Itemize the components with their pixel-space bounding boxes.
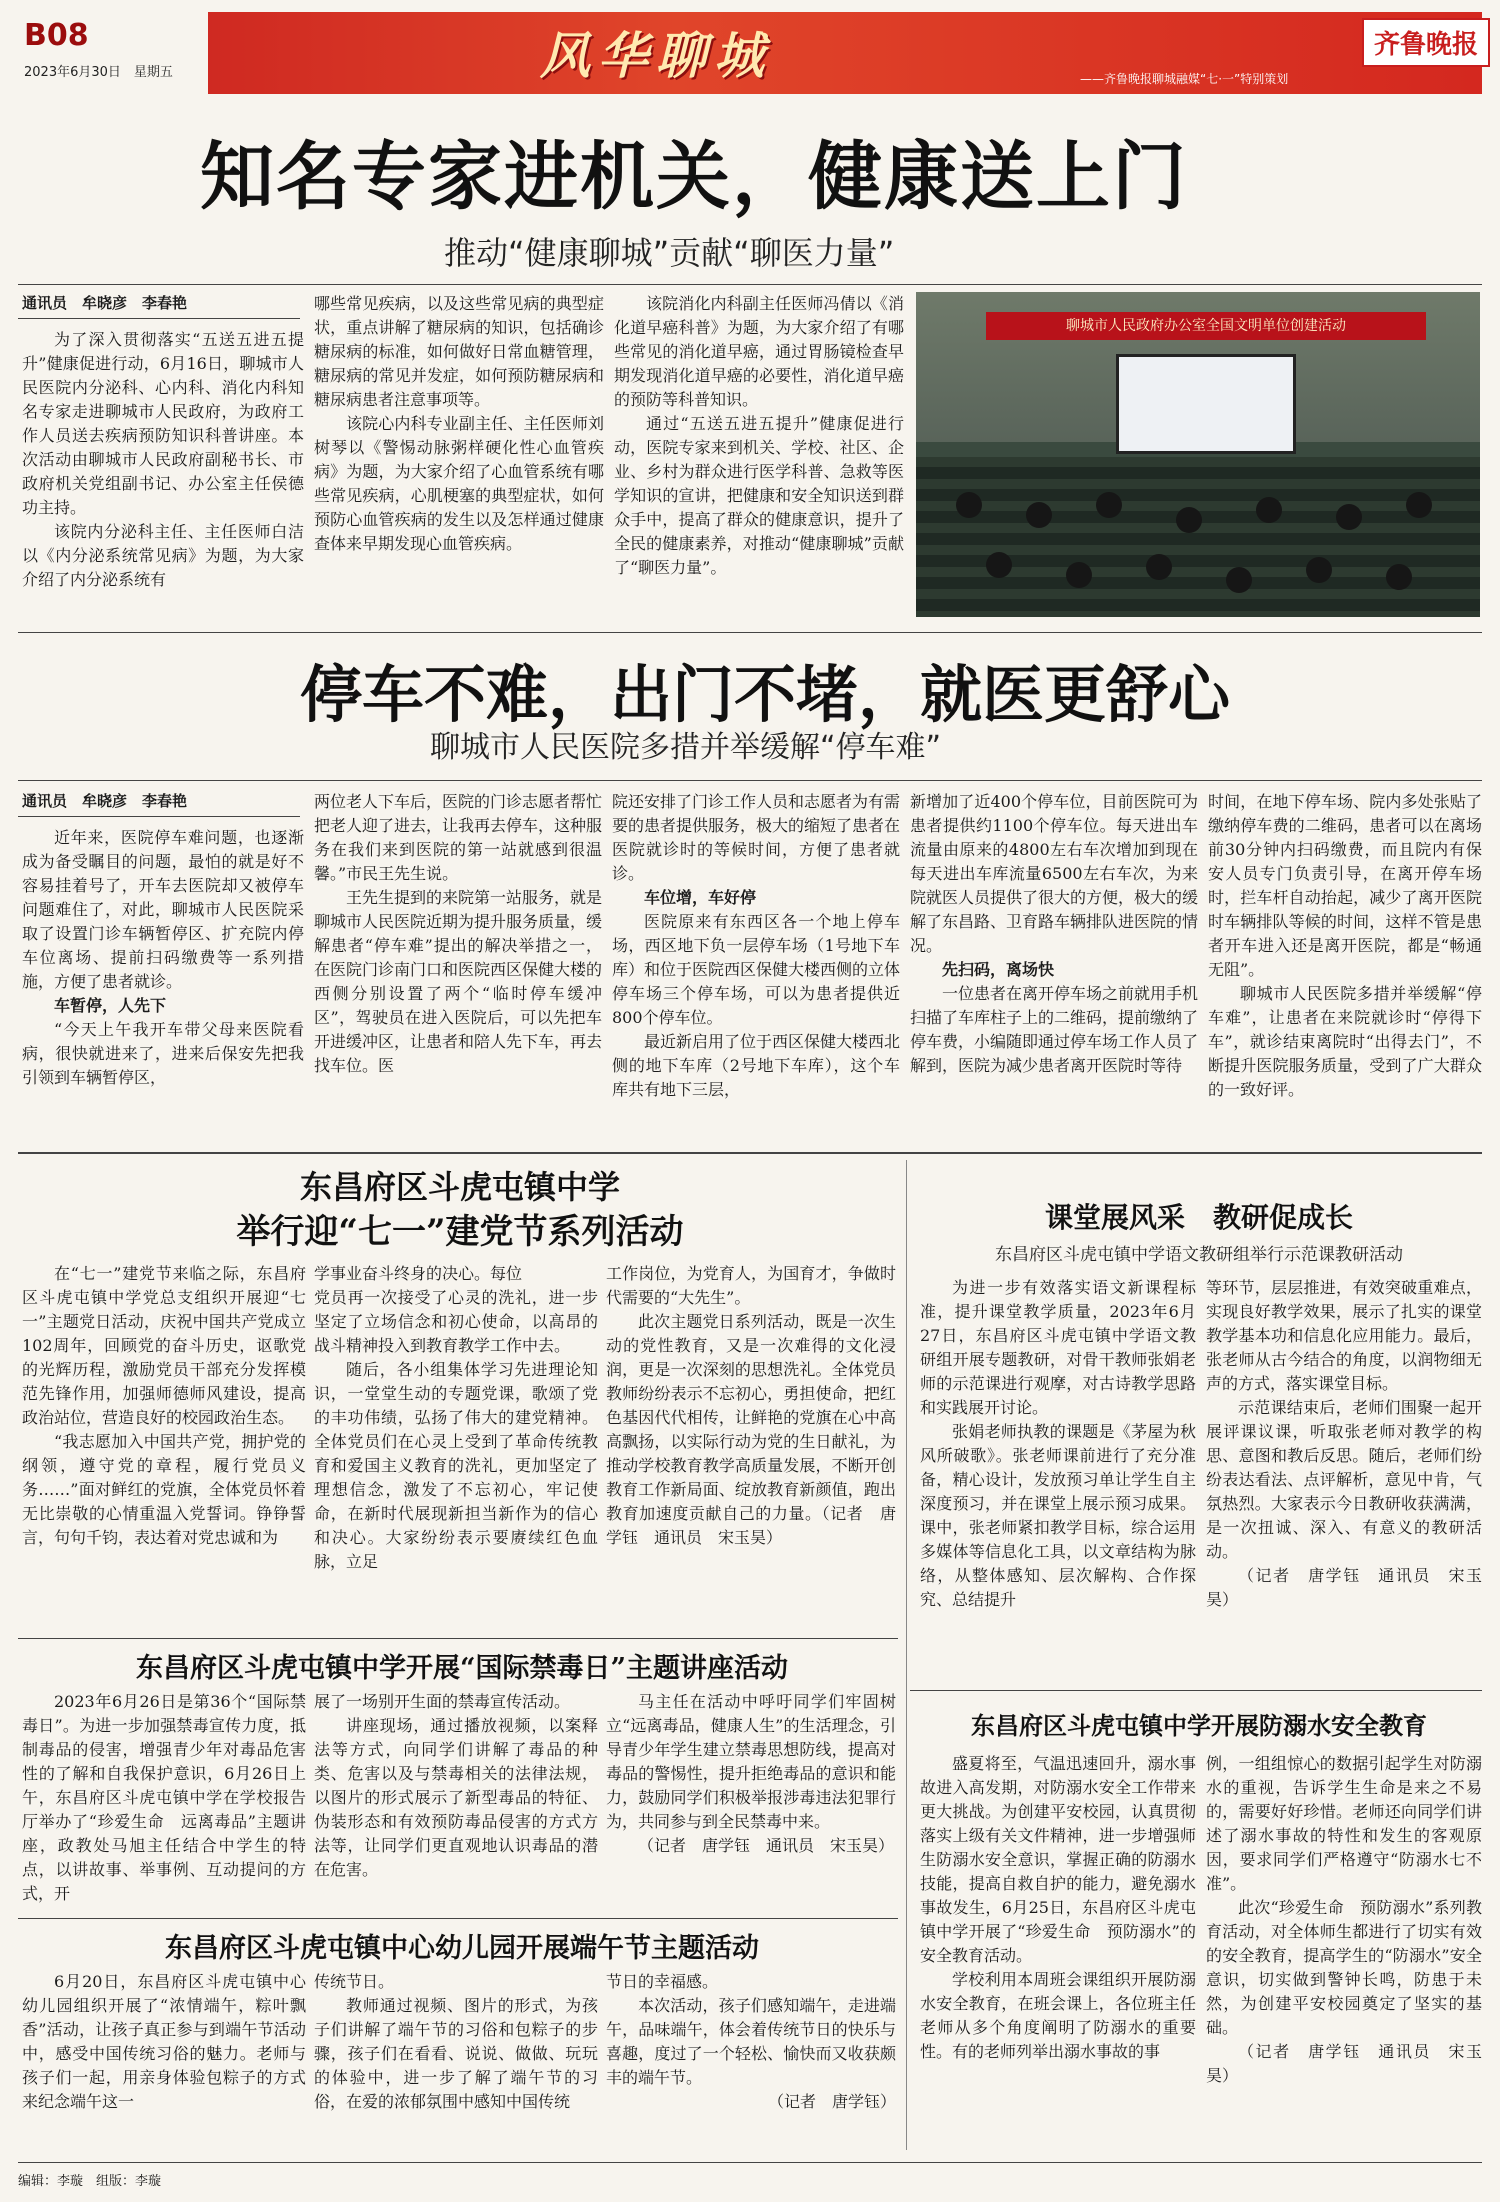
article3-col1: 在“七一”建党节来临之际，东昌府区斗虎屯镇中学党总支组织开展迎“七一”主题党日活动，庆祝中国共产党成立102周年，回顾党的奋斗历史，讴歌党的光辉历程，激励党员干部充分发挥模范先锋作用，加强师德师风建设，提高政治站位，营造良好的校园政治生态。 “我志愿加入中国共产党，拥护党的纲领，遵守党的章程，履行党员义务……”面对鲜红的党旗，全体党员怀着无比崇敬的心情重温入党誓词。铮铮誓言，句句千钧，表达着对党忠诚和为 [22,1264,306,1547]
article3-col3: 工作岗位，为党育人，为国育才，争做时代需要的“大先生”。 此次主题党日系列活动，既是一次生动的党性教育，又是一次难得的文化浸润，更是一次深刻的思想洗礼。全体党员教师纷纷表示不忘初心，勇担使命，把红色基因代代相传，让鲜艳的党旗在心中高高飘扬，以实际行动为党的生日献礼，为推动学校教育教学高质量发展，不断开创教育工作新局面、绽放教育新颜值，跑出教育加速度贡献自己的力量。（记者 唐学钰 通讯员 宋玉昊） [606,1264,896,1547]
article5-col3: 节日的幸福感。 本次活动，孩子们感知端午，走进端午，品味端午，体会着传统节日的快乐与喜趣，度过了一个轻松、愉快而又收获颇丰的端午节。 （记者 唐学钰） [606,1972,896,2111]
article3-col2: 学事业奋斗终身的决心。每位 党员再一次接受了心灵的洗礼，进一步坚定了立场信念和初心使命，以高昂的战斗精神投入到教育教学工作中去。 随后，各小组集体学习先进理论知识，一堂堂生动的专题党课，歌颂了党的丰功伟绩，弘扬了伟大的建党精神。全体党员们在心灵上受到了革命传统教育和爱国主义教育的洗礼，更加坚定了理想信念，激发了不忘初心，牢记使命，在新时代展现新担当新作为的信心和决心。大家纷纷表示要赓续红色血脉，立足 [314,1264,598,1571]
column-divider [906,1160,907,2150]
column-title: 风华聊城 [540,26,772,85]
article4-col1: 2023年6月26日是第36个“国际禁毒日”。为进一步加强禁毒宣传力度，抵制毒品的侵害，增强青少年对毒品危害性的了解和自我保护意识，6月26日上午，东昌府区斗虎屯镇中学在学校报告厅举办了“珍爱生命 远离毒品”主题讲座，政教处马旭主任结合中学生的特点，以讲故事、举事例、互动提问的方式，开 [22,1692,306,1903]
layout-credit: 组版：李璇 [96,2174,162,2189]
photo-banner: 聊城市人民政府办公室全国文明单位创建活动 [986,312,1426,340]
masthead-left [18,12,208,94]
divider [18,780,1482,781]
article7-col2: 例，一组组惊心的数据引起学生对防溺水的重视，告诉学生生命是来之不易的，需要好好珍惜。老师还向同学们讲述了溺水事故的特性和发生的客观原因，要求同学们严格遵守“防溺水七不准”。 此次“珍爱生命 预防溺水”系列教育活动，对全体师生都进行了切实有效的安全教育，提高学生的“防溺水”安全意识，切实做到警钟长鸣，防患于未然，为创建平安校园奠定了坚实的基础。 （记者 唐学钰 通讯员 宋玉昊） [1206,1754,1482,2085]
article6-col1: 为进一步有效落实语文新课程标准，提升课堂教学质量，2023年6月27日，东昌府区斗虎屯镇中学语文教研组开展专题教研，对骨干教师张娟老师的示范课进行观摩，对古诗教学思路和实践展开讨论。 张娟老师执教的课题是《茅屋为秋风所破歌》。张老师课前进行了充分准备，精心设计，发放预习单让学生自主深度预习，并在课堂上展示预习成果。课中，张老师紧扣教学目标，综合运用多媒体等信息化工具，以文章结构为脉络，从整体感知、层次解构、合作探究、总结提升 [920,1278,1196,1609]
divider [18,284,1482,285]
article2-col4: 新增加了近400个停车位，目前医院可为患者提供约1100个停车位。每天进出车流量由原来的4800左右车次增加到现在每天进出车库流量6500左右车次，为来院就医人员提供了很大的方便，极大的缓解了东昌路、卫育路车辆排队进医院的情况。 先扫码，离场快 一位患者在离开停车场之前就用手机扫描了车库柱子上的二维码，提前缴纳了停车费，小编随即通过停车场工作人员了解到，医院为减少患者离开医院时等待 [910,792,1198,1075]
divider [18,1152,1482,1154]
meeting-photo [916,292,1480,617]
divider [18,816,300,817]
article3-title-line1: 东昌府区斗虎屯镇中学 [299,1168,620,1206]
article2-col3: 院还安排了门诊工作人员和志愿者为有需要的患者提供服务，极大的缩短了患者在医院就诊时的等候时间，方便了患者就诊。 车位增，车好停 医院原来有东西区各一个地上停车场，西区地下负一层停车场（1号地下车库）和位于医院西区保健大楼西侧的立体停车场三个停车场，可以为患者提供近800个停车位。 最近新启用了位于西区保健大楼西北侧的地下车库（2号地下车库），这个车库共有地下三层， [612,792,900,1099]
subhead-scan-pay: 先扫码，离场快 [942,960,1055,979]
article7-col1: 盛夏将至，气温迅速回升，溺水事故进入高发期，对防溺水安全工作带来更大挑战。为创建平安校园，认真贯彻落实上级有关文件精神，进一步增强师生防溺水安全意识，掌握正确的防溺水技能，提高自救自护的能力，避免溺水事故发生，6月25日，东昌府区斗虎屯镇中学开展了“珍爱生命 预防溺水”的安全教育活动。 学校利用本周班会课组织开展防溺水安全教育，在班会课上，各位班主任老师从多个角度阐明了防溺水的重要性。有的老师列举出溺水事故的事 [920,1754,1196,2061]
article1-col2: 哪些常见疾病，以及这些常见病的典型症状，重点讲解了糖尿病的知识，包括确诊糖尿病的标准，如何做好日常血糖管理，糖尿病的常见并发症，如何预防糖尿病和糖尿病患者注意事项等。 该院心内科专业副主任、主任医师刘树琴以《警惕动脉粥样硬化性心血管疾病》为题，为大家介绍了心血管系统有哪些常见疾病，心肌梗塞的典型症状，如何预防心血管疾病的发生以及怎样通过健康查体来早期发现心血管疾病。 [314,294,604,553]
article2-byline: 通讯员 牟晓彦 李春艳 [22,792,188,810]
article3-title-line2: 举行迎“七一”建党节系列活动 [236,1212,684,1252]
page-number: B08 [24,18,89,53]
page-footer [18,2170,161,2189]
projector-screen [1116,354,1296,454]
issue-date: 2023年6月30日 星期五 [24,65,173,80]
article6-subtitle: 东昌府区斗虎屯镇中学语文教研组举行示范课教研活动 [995,1245,1403,1265]
article6-col2: 等环节，层层推进，有效突破重难点，实现良好教学效果，展示了扎实的课堂教学基本功和信息化应用能力。最后，张老师从古今结合的角度，以润物细无声的方式，落实课堂目标。 示范课结束后，老师们围聚一起开展评课议课，听取张老师对教学的构思、意图和教后反思。随后，老师们纷纷表达看法、点评解析，意见中肯，气氛热烈。大家表示今日教研收获满满，是一次扭诚、深入、有意义的教研活动。 （记者 唐学钰 通讯员 宋玉昊） [1206,1278,1482,1609]
article2-col5: 时间，在地下停车场、院内多处张贴了缴纳停车费的二维码，患者可以在离场前30分钟内扫码缴费，而且院内有保安人员专门负责引导，在离开停车场时，拦车杆自动抬起，减少了离开医院时车辆排队等候的时间，这样不管是患者开车进入还是离开医院，都是“畅通无阻”。 聊城市人民医院多措并举缓解“停车难”，让患者在来院就诊时“停得下车”，就诊结束离院时“出得去门”，不断提升医院服务质量，受到了广大群众的一致好评。 [1208,792,1482,1099]
article5-col2: 传统节日。 教师通过视频、图片的形式，为孩子们讲解了端午节的习俗和包粽子的步骤，孩子们在看看、说说、做做、玩玩的体验中，进一步了解了端午节的习俗，在爱的浓郁氛围中感知中国传统 [314,1972,598,2111]
article2-col2: 两位老人下车后，医院的门诊志愿者帮忙把老人迎了进去，让我再去停车，这种服务在我们来到医院的第一站就感到很温馨。”市民王先生说。 王先生提到的来院第一站服务，就是聊城市人民医院近期为提升服务质量，缓解患者“停车难”提出的解决举措之一，在医院门诊南门口和医院西区保健大楼的西侧分别设置了两个“临时停车缓冲区”，驾驶员在进入医院后，可以先把车开进缓冲区，让患者和陪人先下车，再去找车位。医 [314,792,602,1075]
divider [18,318,300,319]
article7-title: 东昌府区斗虎屯镇中学开展防溺水安全教育 [971,1711,1427,1740]
article5-col1: 6月20日，东昌府区斗虎屯镇中心幼儿园组织开展了“浓情端午，粽叶飘香”活动，让孩子真正参与到端午节活动中，感受中国传统习俗的魅力。老师与孩子们一起，用亲身体验包粽子的方式来纪念端午这一 [22,1972,306,2111]
article4-col3: 马主任在活动中呼吁同学们牢固树立“远离毒品，健康人生”的生活理念，引导青少年学生建立禁毒思想防线，提高对毒品的警惕性，提升拒绝毒品的意识和能力，鼓励同学们积极举报涉毒违法犯罪行为，共同参与到全民禁毒中来。 （记者 唐学钰 通讯员 宋玉昊） [606,1692,896,1855]
divider [910,1690,1482,1691]
special-tagline: ——齐鲁晚报聊城融媒“七·一”特别策划 [1080,72,1289,86]
article1-title: 知名专家进机关，健康送上门 [200,134,1188,220]
article1-byline: 通讯员 牟晓彦 李春艳 [22,294,188,312]
divider [18,1918,898,1919]
newspaper-logo: 齐鲁晚报 [1362,18,1490,67]
subhead-more-spaces: 车位增，车好停 [644,888,757,907]
article4-title: 东昌府区斗虎屯镇中学开展“国际禁毒日”主题讲座活动 [135,1653,789,1684]
article1-col1: 为了深入贯彻落实“五送五进五提升”健康促进行动，6月16日，聊城市人民医院内分泌科、心内科、消化内科知名专家走进聊城市人民政府，为政府工作人员送去疾病预防知识科普讲座。本次活动由聊城市人民政府副秘书长、市政府机关党组副书记、办公室主任侯德功主持。 该院内分泌科主任、主任医师白洁以《内分泌系统常见病》为题，为大家介绍了内分泌系统有 [22,330,304,589]
article2-subtitle: 聊城市人民医院多措并举缓解“停车难” [430,730,942,765]
article2-title: 停车不难，出门不堵，就医更舒心 [300,658,1231,731]
article5-title: 东昌府区斗虎屯镇中心幼儿园开展端午节主题活动 [165,1933,759,1964]
article6-title: 课堂展风采 教研促成长 [1044,1201,1353,1234]
subhead-parking-stop: 车暂停，人先下 [54,996,167,1015]
divider [18,632,1482,633]
editor-credit: 编辑：李璇 [18,2174,84,2189]
divider [18,2162,1482,2163]
article2-col1: 近年来，医院停车难问题，也逐渐成为备受瞩目的问题，最怕的就是好不容易挂着号了，开车去医院却又被停车问题难住了，对此，聊城市人民医院采取了设置门诊车辆暂停区、扩充院内停车位离场、提前扫码缴费等一系列措施，方便了患者就诊。 车暂停，人先下 “今天上午我开车带父母来医院看病，很快就进来了，进来后保安先把我引领到车辆暂停区， [22,828,304,1087]
divider [18,1638,898,1639]
article1-col3: 该院消化内科副主任医师冯倩以《消化道早癌科普》为题，为大家介绍了有哪些常见的消化道早癌，通过胃肠镜检查早期发现消化道早癌的必要性，消化道早癌的预防等科普知识。 通过“五送五进五提升”健康促进行动，医院专家来到机关、学校、社区、企业、乡村为群众进行医学科普、急救等医学知识的宣讲，把健康和安全知识送到群众手中，提高了群众的健康意识，提升了全民的健康素养，对推动“健康聊城”贡献了“聊医力量”。 [614,294,904,577]
article1-subtitle: 推动“健康聊城”贡献“聊医力量” [444,234,895,272]
article4-col2: 展了一场别开生面的禁毒宣传活动。 讲座现场，通过播放视频，以案释法等方式，向同学们讲解了毒品的种类、危害以及与禁毒相关的法律法规，以图片的形式展示了新型毒品的特征、伪装形态和有效预防毒品侵害的方式方法等，让同学们更直观地认识毒品的潜在危害。 [314,1692,598,1879]
